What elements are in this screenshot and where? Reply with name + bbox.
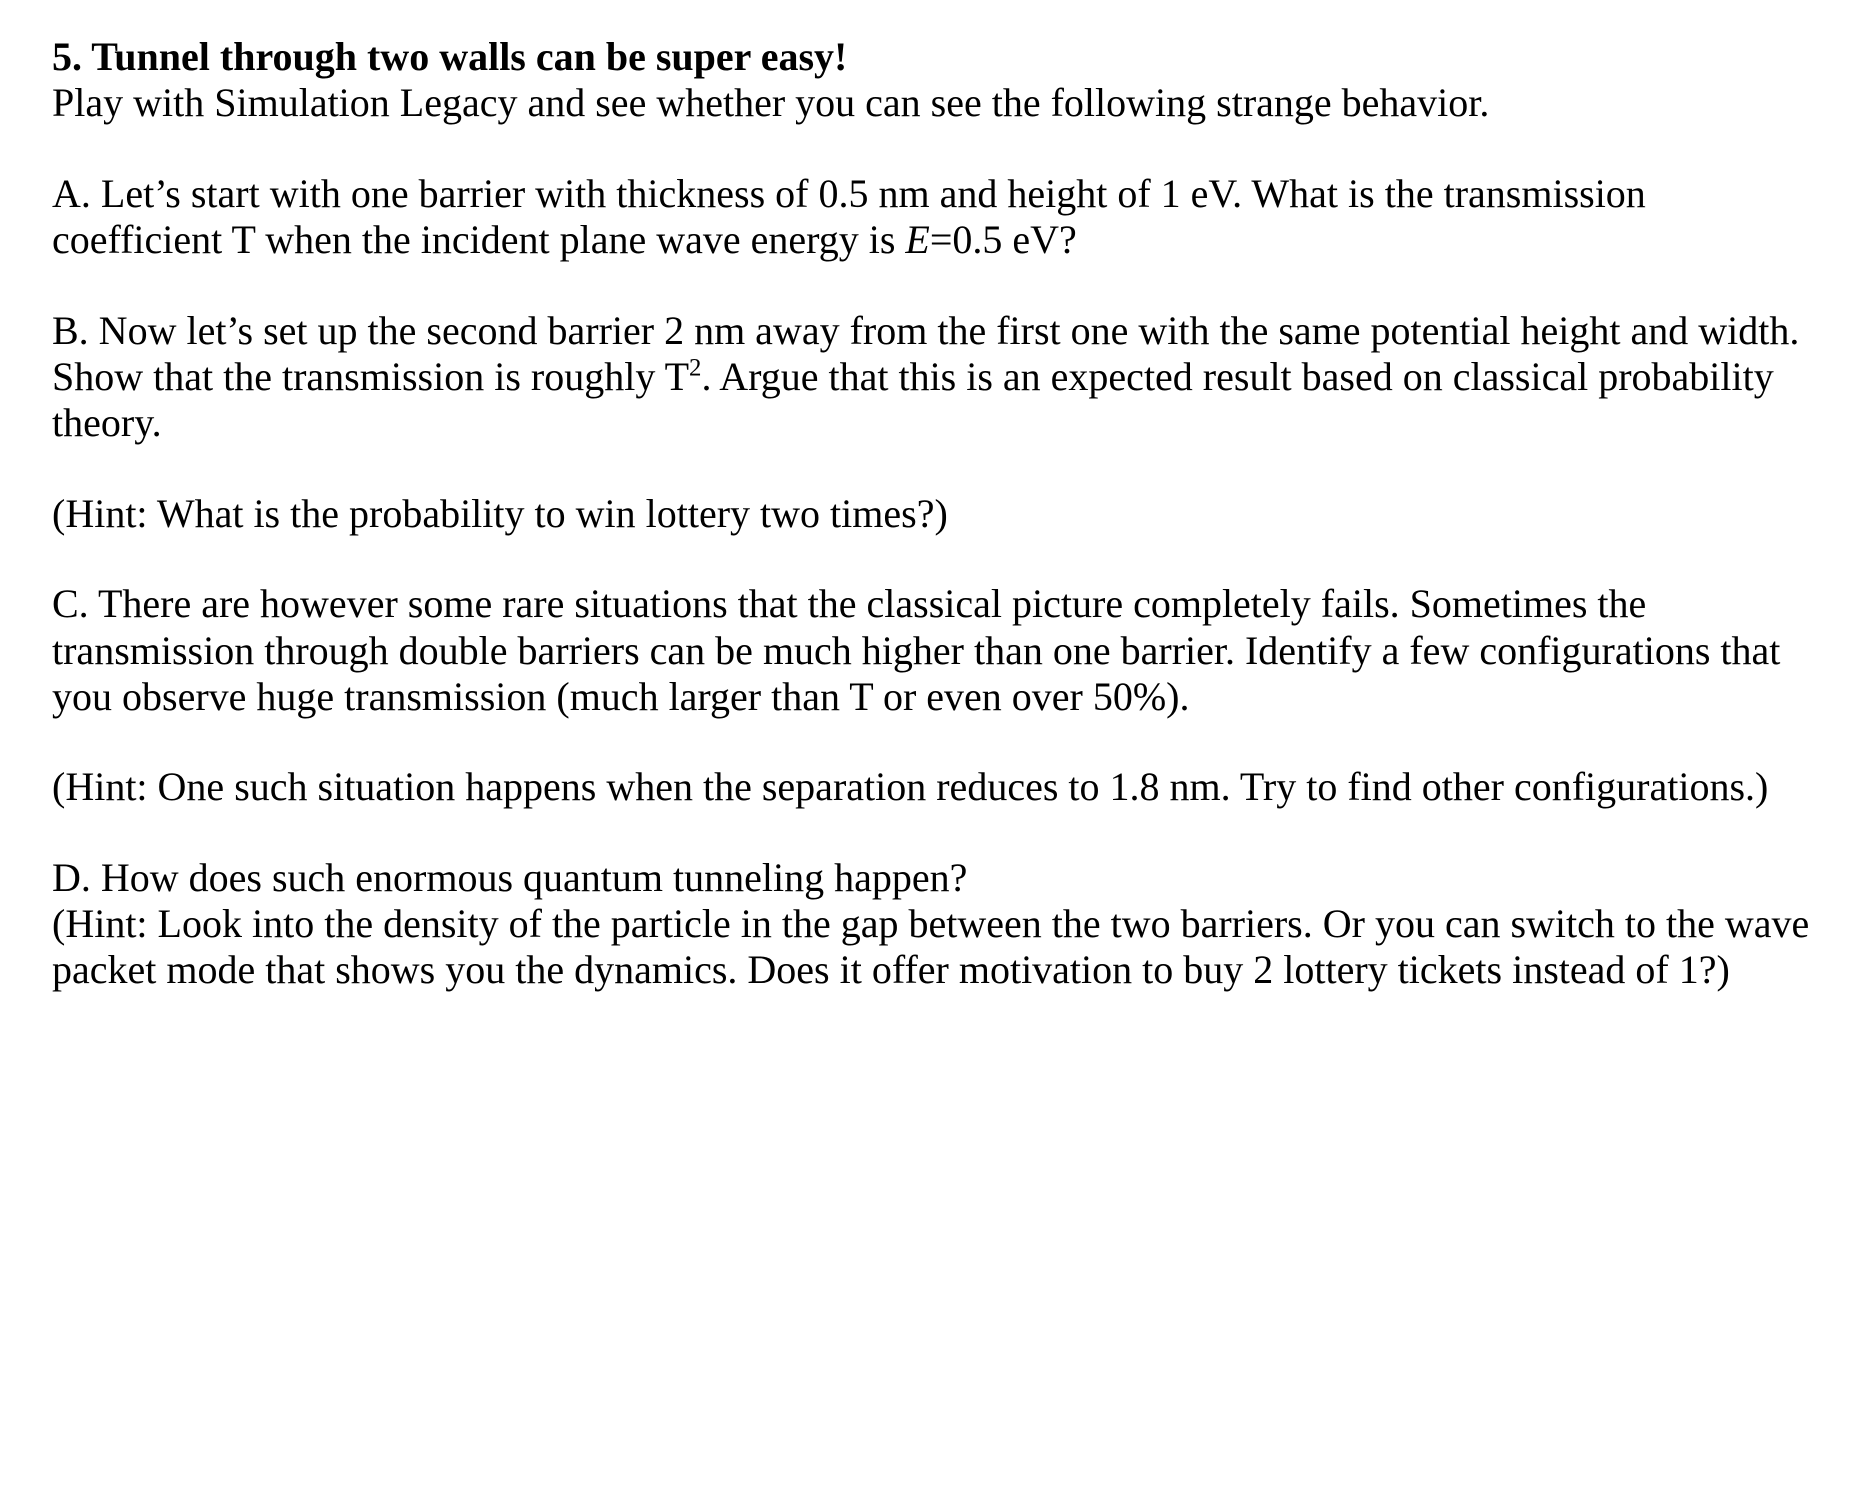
page-title: 5. Tunnel through two walls can be super easy!: [52, 34, 848, 79]
paragraph-spacer: [52, 447, 1815, 491]
question-a-text-part2: =0.5 eV?: [929, 217, 1077, 263]
intro-paragraph: Play with Simulation Legacy and see whether you can see the following strange behavior.: [52, 80, 1490, 126]
question-b-exponent: 2: [689, 354, 702, 382]
question-a-energy-symbol: E: [905, 217, 930, 263]
hint-d: (Hint: Look into the density of the particle in the gap between the two barriers. Or you can switch to the wave packet mode that shows you the dynamics. Does it offer motivation to buy 2 lottery tickets instead of 1?): [52, 901, 1810, 993]
question-b-text-part1: B. Now let’s set up the second barrier 2 nm away from the first one with the same potential height and width. Show that the transmission is roughly T: [52, 307, 1800, 399]
paragraph-spacer: [52, 720, 1815, 764]
question-item-d: D. How does such enormous quantum tunneling happen?: [52, 854, 968, 900]
document-body: [52, 34, 1815, 994]
question-item-a: [52, 171, 1815, 264]
question-b-text-part2: . Argue that this is an expected result based on classical probability theory.: [52, 353, 1774, 446]
hint-c: (Hint: One such situation happens when the separation reduces to 1.8 nm. Try to find other configurations.): [52, 764, 1769, 810]
hint-b: (Hint: What is the probability to win lottery two times?): [52, 490, 948, 536]
paragraph-spacer: [52, 264, 1815, 308]
question-item-b: [52, 308, 1815, 447]
question-item-c: C. There are however some rare situations that the classical picture completely fails. Sometimes the transmission through double barriers can be much higher than one barrier. Identify a few configurations that you observe huge transmission (much larger than T or even over 50%).: [52, 581, 1781, 719]
paragraph-spacer: [52, 537, 1815, 581]
question-a-text-part1: A. Let’s start with one barrier with thickness of 0.5 nm and height of 1 eV. What is the transmission coefficient T when the incident plane wave energy is: [52, 170, 1646, 263]
paragraph-spacer: [52, 811, 1815, 855]
paragraph-spacer: [52, 127, 1815, 171]
